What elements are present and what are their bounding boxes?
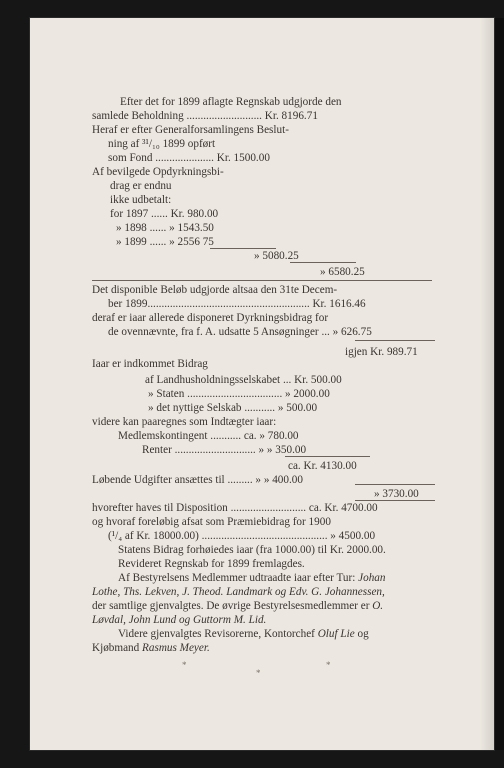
text-line: samlede Beholdning ........................... Kr. 8196.71 (92, 110, 318, 122)
text-line: » 6580.25 (320, 266, 365, 278)
text-line: Efter det for 1899 aflagte Regnskab udgjorde den (120, 96, 342, 108)
text-line: Revideret Regnskab for 1899 fremlagdes. (118, 558, 305, 570)
text-line: drag er endnu (110, 180, 172, 192)
text-line: » 1899 ...... » 2556 75 (116, 236, 214, 248)
name-run: Oluf Lie (317, 628, 355, 640)
ornament-star: * (326, 660, 331, 670)
text-line: » 3730.00 (374, 488, 419, 500)
ornament-star: * (256, 668, 261, 678)
text-line: som Fond ..................... Kr. 1500.00 (108, 152, 270, 164)
name-run: Rasmus Meyer. (142, 642, 210, 654)
text-run: og (354, 628, 369, 640)
sum-rule (210, 248, 276, 249)
sum-rule (355, 340, 435, 341)
document-page (30, 18, 494, 750)
text-run: der samtlige gjenvalgtes. De øvrige Bestyrelsesmedlemmer er (92, 600, 373, 612)
text-line: Løbende Udgifter ansættes til ......... » » 400.00 (92, 474, 303, 486)
text-line: Løvdal, John Lund og Guttorm M. Lid. (92, 614, 267, 626)
section-rule (92, 280, 432, 281)
ornament-star: * (182, 660, 187, 670)
text-line: ber 1899.......................................................... Kr. 1616.46 (108, 298, 366, 310)
name-run: O. (372, 600, 384, 612)
text-line: » 5080.25 (254, 250, 299, 262)
text-run: Videre gjenvalgtes Revisorerne, Kontorchef (118, 628, 318, 640)
text-line: videre kan paaregnes som Indtægter iaar: (92, 416, 277, 428)
text-line (118, 628, 369, 640)
text-line: » det nyttige Selskab ........... » 500.00 (148, 402, 318, 414)
text-line (118, 572, 386, 584)
text-line: Lothe, Ths. Lekven, J. Theod. Landmark og Edv. G. Johannessen, (92, 586, 385, 598)
text-line: (¹/₄ af Kr. 18000.00) ............................................. » 4500.00 (108, 530, 376, 542)
sum-rule (355, 500, 435, 501)
text-line (92, 600, 383, 612)
page-shadow (480, 18, 494, 750)
text-run: Kjøbmand (92, 642, 143, 654)
sum-rule (355, 484, 435, 485)
text-line: af Landhusholdningsselskabet ... Kr. 500.00 (145, 374, 342, 386)
text-line: og hvoraf foreløbig afsat som Præmiebidrag for 1900 (92, 516, 331, 528)
text-line: hvorefter haves til Disposition ........................... ca. Kr. 4700.00 (92, 502, 378, 514)
page-edge (494, 18, 504, 750)
text-line (92, 642, 210, 654)
text-line: Det disponible Beløb udgjorde altsaa den 31te Decem- (92, 284, 338, 296)
text-line: » 1898 ...... » 1543.50 (116, 222, 214, 234)
text-line: de ovennævnte, fra f. A. udsatte 5 Ansøgninger ... » 626.75 (108, 326, 372, 338)
text-line: Medlemskontingent ........... ca. » 780.00 (118, 430, 299, 442)
text-line: Iaar er indkommet Bidrag (92, 358, 208, 370)
text-line: deraf er iaar allerede disponeret Dyrkningsbidrag for (92, 312, 329, 324)
text-line: ikke udbetalt: (110, 194, 172, 206)
text-line: Heraf er efter Generalforsamlingens Beslut- (92, 124, 289, 136)
text-line: ca. Kr. 4130.00 (288, 460, 357, 472)
text-line: Statens Bidrag forhøiedes iaar (fra 1000.00) til Kr. 2000.00. (118, 544, 386, 556)
text-line: for 1897 ...... Kr. 980.00 (110, 208, 219, 220)
sum-rule (285, 456, 370, 457)
text-line: Af bevilgede Opdyrkningsbi- (92, 166, 224, 178)
text-run: Af Bestyrelsens Medlemmer udtraadte iaar efter Tur: (118, 572, 359, 584)
text-line: » Staten .................................. » 2000.00 (148, 388, 330, 400)
text-line: Renter ............................. » » 350.00 (142, 444, 307, 456)
name-run: Johan (358, 572, 386, 584)
text-line: igjen Kr. 989.71 (345, 346, 418, 358)
text-line: ning af ³¹/₁₀ 1899 opført (108, 138, 216, 150)
sum-rule (290, 262, 356, 263)
